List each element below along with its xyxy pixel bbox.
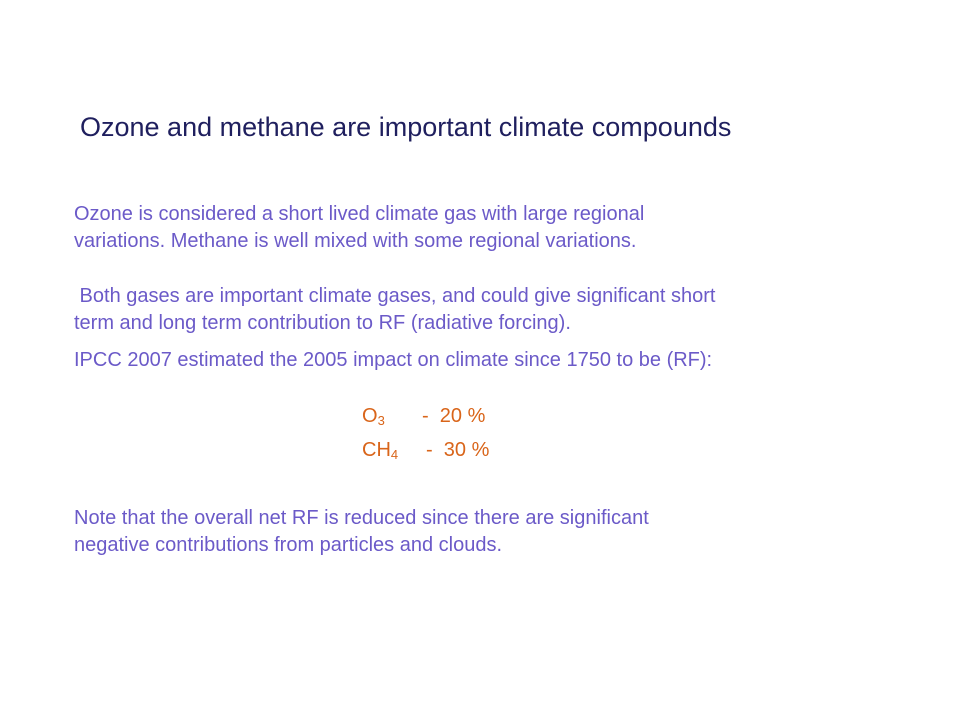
paragraph-line: Ozone is considered a short lived climate gas with large regional [74, 203, 645, 225]
paragraph-both-gases [74, 283, 874, 337]
paragraph-line: term and long term contribution to RF (radiative forcing). [74, 312, 571, 334]
compound-value: - 20 % [422, 405, 486, 427]
paragraph-line: Note that the overall net RF is reduced since there are significant [74, 507, 649, 529]
formula-base: CH [362, 439, 391, 461]
compound-formula [362, 399, 422, 433]
paragraph-ozone-methane [74, 201, 874, 255]
compound-value: - 30 % [426, 439, 490, 461]
formula-subscript: 4 [390, 447, 399, 462]
compound-row-o3 [362, 399, 489, 433]
paragraph-line: variations. Methane is well mixed with some regional variations. [74, 230, 637, 252]
paragraph-ipcc [74, 347, 874, 374]
compound-row-ch4 [362, 433, 489, 467]
compound-list [362, 399, 489, 467]
compound-formula [362, 433, 426, 467]
paragraph-note [74, 505, 874, 559]
paragraph-line: IPCC 2007 estimated the 2005 impact on climate since 1750 to be (RF): [74, 349, 713, 371]
paragraph-line: negative contributions from particles and clouds. [74, 534, 503, 556]
paragraph-line: Both gases are important climate gases, and could give significant short [74, 285, 716, 307]
formula-subscript: 3 [377, 413, 385, 428]
formula-base: O [362, 405, 378, 427]
slide-title: Ozone and methane are important climate compounds [80, 112, 732, 142]
